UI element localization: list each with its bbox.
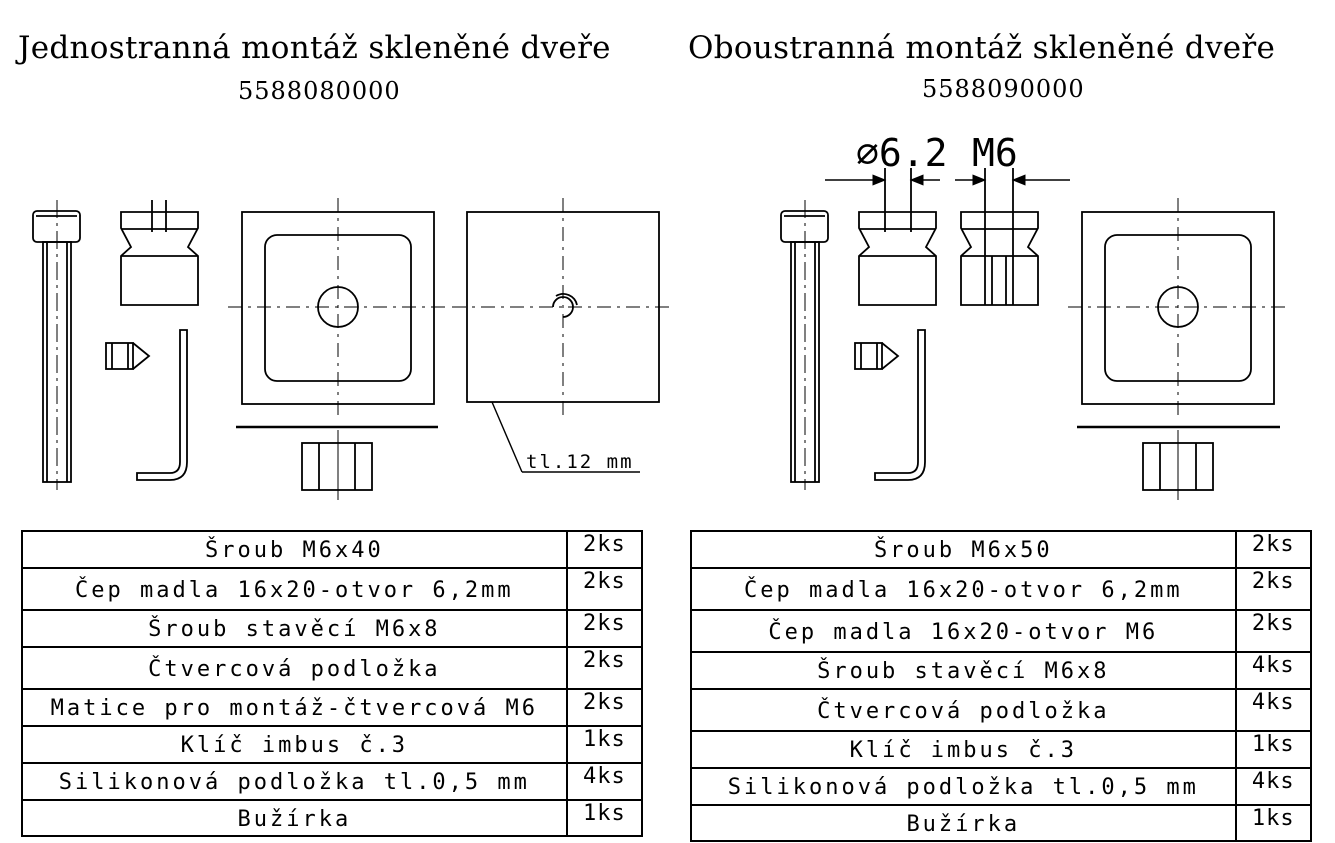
table-row: Silikonová podložka tl.0,5 mm 4ks [22,763,642,800]
left-title: Jednostranná montáž skleněné dveře [18,30,611,66]
right-parts-table [690,530,1312,842]
table-row: Šroub M6x40 2ks [22,531,642,568]
thread-dimension-label: M6 [972,131,1018,175]
right-handle-pin-thread-icon [961,168,1038,305]
table-row: Šroub stavěcí M6x8 2ks [22,610,642,647]
table-row: Klíč imbus č.3 1ks [22,726,642,763]
right-set-screw-icon [855,343,898,369]
left-set-screw-icon [106,343,149,369]
table-row: Čep madla 16x20-otvor M6 2ks [691,610,1311,652]
hole-dimension-label: ⌀6.2 [856,131,948,175]
right-square-washer-icon [1068,198,1290,420]
left-bushing-icon [302,430,372,500]
table-row: Klíč imbus č.3 1ks [691,731,1311,768]
left-parts-table [21,530,643,837]
right-title: Oboustranná montáž skleněné dveře [688,30,1276,66]
left-handle-pin-icon [121,200,198,305]
right-code: 5588090000 [922,75,1085,103]
left-screw-icon [33,200,80,490]
left-code: 5588080000 [238,77,401,105]
table-row: Čep madla 16x20-otvor 6,2mm 2ks [22,568,642,610]
table-row: Silikonová podložka tl.0,5 mm 4ks [691,768,1311,805]
table-row: Čep madla 16x20-otvor 6,2mm 2ks [691,568,1311,610]
right-handle-pin-hole-icon [859,168,936,305]
right-bushing-icon [1143,430,1213,500]
table-row: Šroub stavěcí M6x8 4ks [691,652,1311,689]
thickness-label: tl.12 mm [526,451,634,473]
table-row: Čtvercová podložka 2ks [22,647,642,689]
left-square-washer-icon [228,198,450,420]
table-row: Matice pro montáž-čtvercová M6 2ks [22,689,642,726]
table-row: Čtvercová podložka 4ks [691,689,1311,731]
table-row: Šroub M6x50 2ks [691,531,1311,568]
table-row: Bužírka 1ks [22,800,642,836]
right-screw-icon [781,200,828,490]
table-row: Bužírka 1ks [691,805,1311,841]
left-square-nut-icon [452,198,675,472]
